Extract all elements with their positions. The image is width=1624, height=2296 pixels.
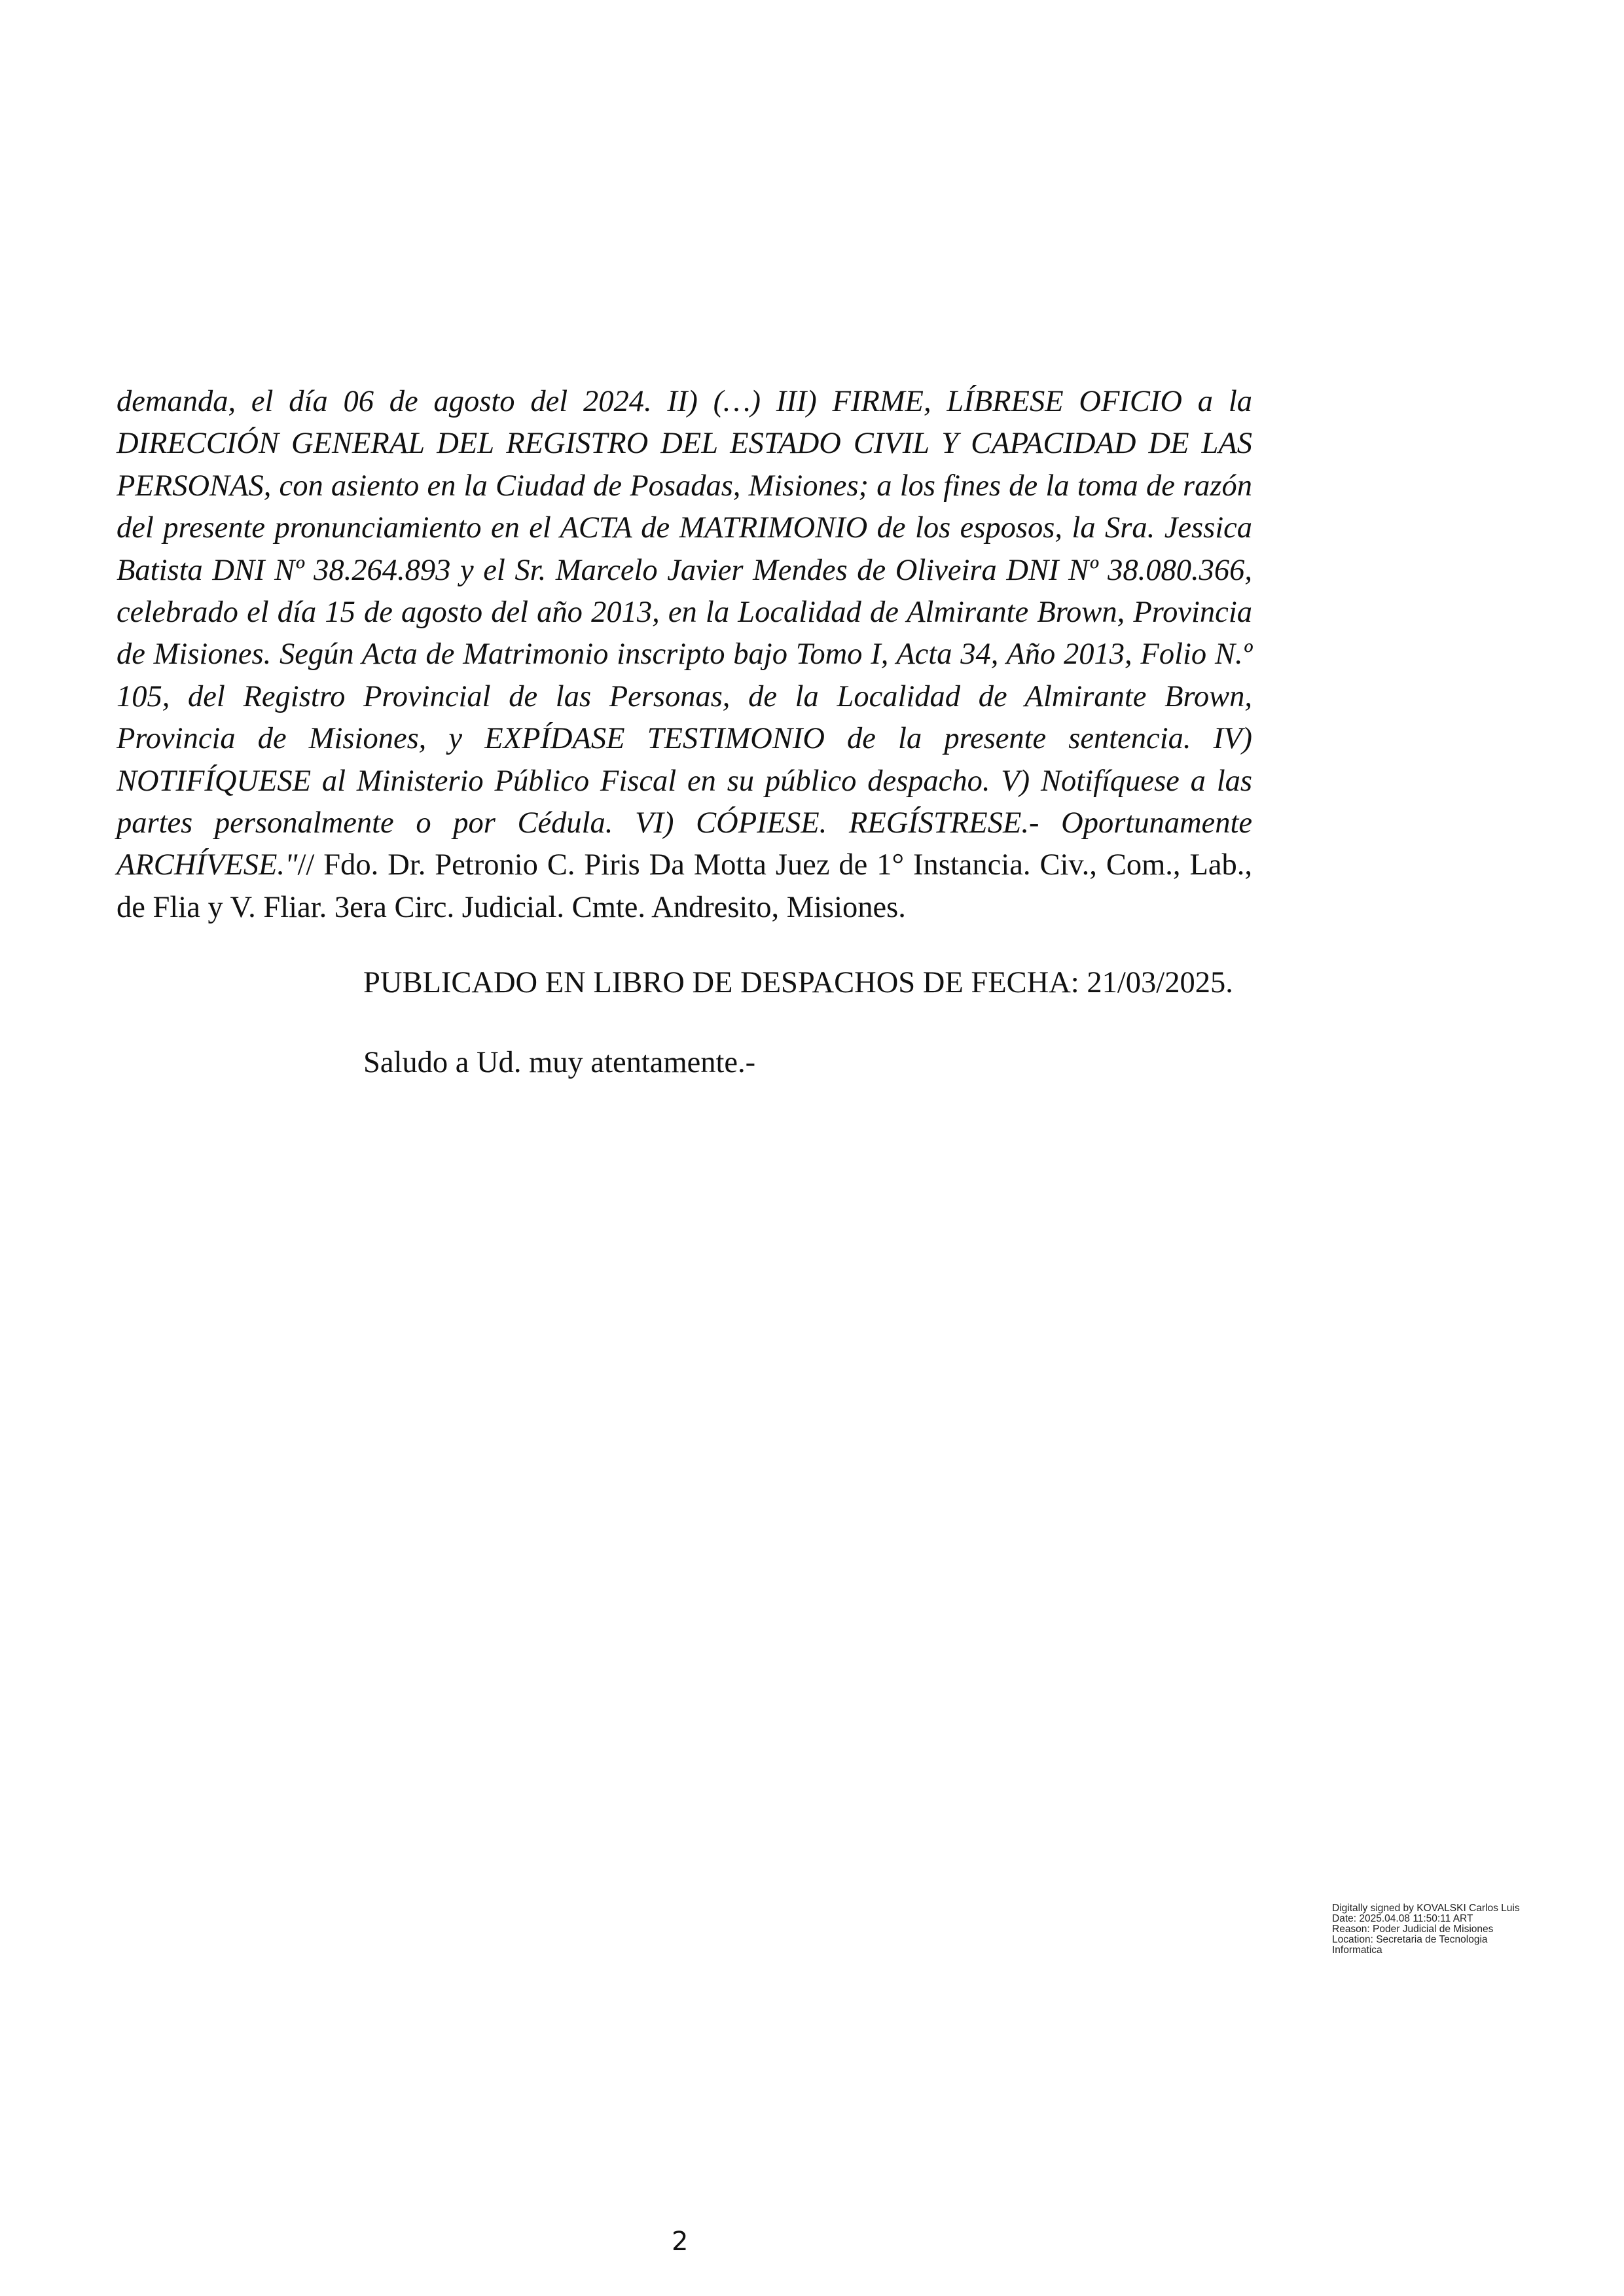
page-number: 2 [672,2227,689,2257]
signature-location-cont: Informatica [1332,1945,1382,1956]
signature-reason: Reason: Poder Judicial de Misiones [1332,1924,1494,1935]
signature-date: Date: 2025.04.08 11:50:11 ART [1332,1913,1473,1924]
salute-line: Saludo a Ud. muy atentamente.- [363,1046,756,1079]
published-line: PUBLICADO EN LIBRO DE DESPACHOS DE FECHA: 21/03/2025. [363,966,1233,999]
signature-location: Location: Secretaria de Tecnologia [1332,1934,1488,1945]
digital-signature-block [1332,1903,1581,1956]
signature-signer: Digitally signed by KOVALSKI Carlos Luis [1332,1903,1520,1914]
body-paragraph [117,381,1252,929]
body-italic-text: demanda, el día 06 de agosto del 2024. II) (…) III) FIRME, LÍBRESE OFICIO a la DIRECCIÓN GENERAL DEL REGISTRO DEL ESTADO CIVIL Y CAPACIDAD DE LAS PERSONAS, con asiento en la Ciudad de Posadas, Misiones; a los fines de la toma de razón del presente pronunciamiento en el ACTA de MATRIMONIO de los esposos, la Sra. Jessica Batista DNI Nº 38.264.893 y el Sr. Marcelo Javier Mendes de Oliveira DNI Nº 38.080.366, celebrado el día 15 de agosto del año 2013, en la Localidad de Almirante Brown, Provincia de Misiones. Según Acta de Matrimonio inscripto bajo Tomo I, Acta 34, Año 2013, Folio N.º 105, del Registro Provincial de las Personas, de la Localidad de Almirante Brown, Provincia de Misiones, y EXPÍDASE TESTIMONIO de la presente sentencia. IV) NOTIFÍQUESE al Ministerio Público Fiscal en su público despacho. V) Notifíquese a las partes personalmente o por Cédula. VI) CÓPIESE. REGÍSTRESE.- Oportunamente ARCHÍVESE." [117,385,1252,882]
body-roman-text: // Fdo. Dr. Petronio C. Piris Da Motta Juez de 1° Instancia. Civ., Com., Lab., de Flia y V. Fliar. 3era Circ. Judicial. Cmte. Andresito, Misiones. [117,848,1252,924]
